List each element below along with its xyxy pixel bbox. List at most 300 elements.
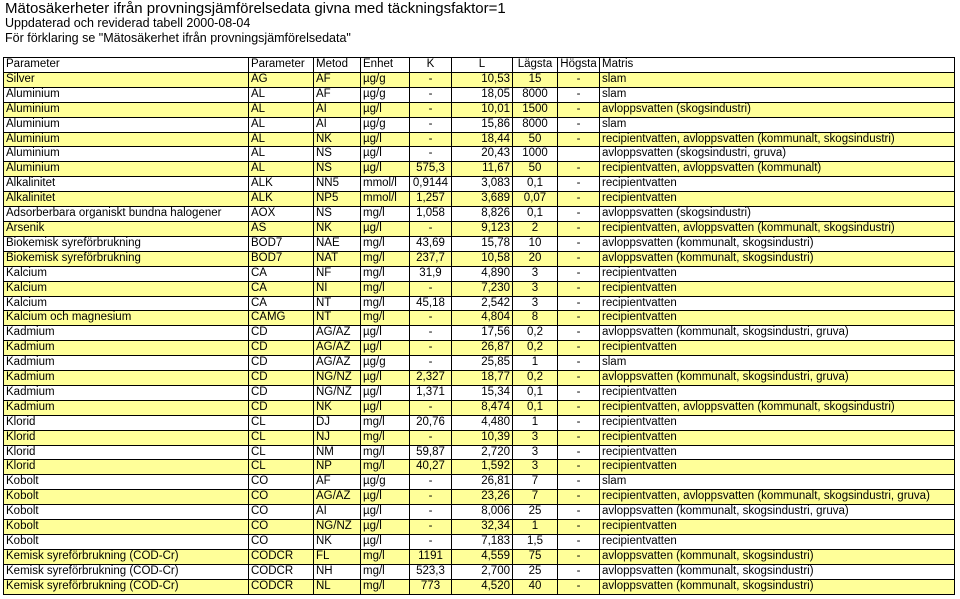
cell-hogsta: - [558,564,600,579]
cell-parameter-code: CD [249,371,314,386]
cell-parameter-code: CL [249,460,314,475]
cell-parameter-name: Aluminium [4,87,249,102]
cell-matris: recipientvatten [600,341,955,356]
cell-k: - [410,490,452,505]
cell-enhet: µg/l [361,505,410,520]
cell-l: 7,183 [452,535,513,550]
cell-matris: slam [600,356,955,371]
cell-hogsta: - [558,192,600,207]
cell-metod: NT [314,296,361,311]
cell-matris: recipientvatten, avloppsvatten (kommunalt, skogsindustri) [600,221,955,236]
cell-hogsta: - [558,117,600,132]
cell-hogsta: - [558,371,600,386]
table-row [4,266,955,281]
cell-k: 237,7 [410,251,452,266]
cell-metod: NF [314,266,361,281]
cell-parameter-name: Kobolt [4,520,249,535]
cell-enhet: µg/l [361,371,410,386]
cell-parameter-code: AL [249,102,314,117]
cell-parameter-name: Kobolt [4,475,249,490]
sheet-title: Mätosäkerheter ifrån provningsjämförelsedata givna med täckningsfaktor=1 [5,0,506,17]
cell-lagsta: 40 [513,579,558,594]
cell-metod: NJ [314,430,361,445]
cell-lagsta: 25 [513,505,558,520]
cell-metod: AG/AZ [314,356,361,371]
cell-enhet: mg/l [361,564,410,579]
cell-metod: AG/AZ [314,326,361,341]
cell-enhet: µg/l [361,341,410,356]
cell-matris: recipientvatten [600,192,955,207]
sheet-note: För förklaring se "Mätosäkerhet ifrån provningsjämförelsedata" [5,31,351,45]
cell-l: 15,78 [452,236,513,251]
cell-matris: recipientvatten, avloppsvatten (kommunalt, skogsindustri) [600,400,955,415]
cell-enhet: µg/l [361,326,410,341]
cell-hogsta: - [558,341,600,356]
cell-enhet: µg/g [361,117,410,132]
table-row [4,117,955,132]
cell-parameter-name: Adsorberbara organiskt bundna halogener [4,207,249,222]
cell-matris: avloppsvatten (kommunalt, skogsindustri, gruva) [600,326,955,341]
table-row [4,460,955,475]
cell-l: 2,720 [452,445,513,460]
cell-l: 10,01 [452,102,513,117]
cell-enhet: mg/l [361,266,410,281]
cell-parameter-name: Biokemisk syreförbrukning [4,236,249,251]
cell-l: 10,58 [452,251,513,266]
cell-enhet: mmol/l [361,177,410,192]
cell-k: - [410,311,452,326]
cell-parameter-code: CA [249,281,314,296]
cell-metod: NG/NZ [314,385,361,400]
cell-parameter-code: CA [249,296,314,311]
cell-k: 59,87 [410,445,452,460]
table-row [4,147,955,162]
cell-l: 18,77 [452,371,513,386]
cell-enhet: µg/g [361,87,410,102]
cell-parameter-name: Alkalinitet [4,177,249,192]
cell-metod: NL [314,579,361,594]
cell-k: - [410,87,452,102]
cell-matris: recipientvatten, avloppsvatten (kommunalt) [600,162,955,177]
cell-k: - [410,132,452,147]
cell-enhet: µg/g [361,356,410,371]
cell-l: 4,890 [452,266,513,281]
table-row [4,251,955,266]
cell-l: 18,44 [452,132,513,147]
cell-lagsta: 0,1 [513,177,558,192]
cell-metod: NS [314,207,361,222]
cell-metod: NP [314,460,361,475]
table-row [4,445,955,460]
cell-lagsta: 3 [513,296,558,311]
cell-parameter-code: CO [249,520,314,535]
cell-lagsta: 3 [513,281,558,296]
cell-enhet: mg/l [361,251,410,266]
cell-lagsta: 0,2 [513,371,558,386]
cell-metod: AG/AZ [314,490,361,505]
cell-matris: recipientvatten [600,430,955,445]
cell-matris: avloppsvatten (kommunalt, skogsindustri, gruva) [600,371,955,386]
cell-l: 8,006 [452,505,513,520]
cell-matris: recipientvatten [600,535,955,550]
cell-lagsta: 1 [513,415,558,430]
cell-parameter-name: Klorid [4,415,249,430]
cell-hogsta: - [558,535,600,550]
sheet-subtitle: Uppdaterad och reviderad tabell 2000-08-04 [5,16,251,30]
cell-parameter-code: CODCR [249,579,314,594]
cell-lagsta: 25 [513,564,558,579]
cell-l: 2,542 [452,296,513,311]
cell-k: 45,18 [410,296,452,311]
cell-hogsta: - [558,356,600,371]
cell-hogsta: - [558,177,600,192]
cell-lagsta: 1500 [513,102,558,117]
cell-k: - [410,221,452,236]
cell-matris: avloppsvatten (kommunalt, skogsindustri, gruva) [600,505,955,520]
cell-hogsta: - [558,430,600,445]
cell-metod: NI [314,281,361,296]
cell-parameter-code: ALK [249,177,314,192]
cell-l: 11,67 [452,162,513,177]
cell-k: 40,27 [410,460,452,475]
cell-lagsta: 3 [513,430,558,445]
cell-l: 10,53 [452,72,513,87]
cell-metod: AI [314,102,361,117]
table-row [4,177,955,192]
cell-metod: NAE [314,236,361,251]
cell-parameter-code: BOD7 [249,251,314,266]
table-row [4,296,955,311]
cell-enhet: µg/l [361,221,410,236]
cell-parameter-code: AL [249,162,314,177]
col-header-l: L [452,58,513,73]
cell-k: - [410,520,452,535]
table-row [4,326,955,341]
table-row [4,236,955,251]
cell-parameter-name: Alkalinitet [4,192,249,207]
cell-enhet: µg/l [361,490,410,505]
cell-parameter-code: AS [249,221,314,236]
cell-k: - [410,117,452,132]
cell-parameter-name: Arsenik [4,221,249,236]
cell-l: 7,230 [452,281,513,296]
cell-enhet: µg/l [361,162,410,177]
cell-enhet: mg/l [361,579,410,594]
cell-parameter-name: Kalcium [4,296,249,311]
cell-lagsta: 50 [513,132,558,147]
cell-metod: NK [314,535,361,550]
table-header-row [4,58,955,73]
cell-l: 32,34 [452,520,513,535]
cell-matris: recipientvatten, avloppsvatten (kommunalt, skogsindustri, gruva) [600,490,955,505]
cell-parameter-code: CA [249,266,314,281]
cell-lagsta: 0,2 [513,326,558,341]
cell-metod: AI [314,505,361,520]
uncertainty-table [3,57,955,595]
cell-matris: recipientvatten [600,177,955,192]
cell-hogsta: - [558,475,600,490]
cell-enhet: mg/l [361,430,410,445]
cell-parameter-code: CD [249,400,314,415]
table-row [4,475,955,490]
cell-metod: NS [314,147,361,162]
cell-parameter-name: Aluminium [4,117,249,132]
cell-enhet: µg/l [361,385,410,400]
cell-k: 0,9144 [410,177,452,192]
cell-l: 15,86 [452,117,513,132]
cell-matris: recipientvatten, avloppsvatten (kommunalt, skogsindustri) [600,132,955,147]
cell-k: - [410,505,452,520]
table-row [4,505,955,520]
cell-hogsta: - [558,400,600,415]
cell-matris: avloppsvatten (kommunalt, skogsindustri) [600,564,955,579]
cell-parameter-name: Kobolt [4,535,249,550]
cell-hogsta: - [558,266,600,281]
cell-l: 20,43 [452,147,513,162]
table-row [4,192,955,207]
table-row [4,207,955,222]
cell-k: - [410,430,452,445]
cell-parameter-name: Kalcium och magnesium [4,311,249,326]
cell-lagsta: 3 [513,460,558,475]
cell-metod: NK [314,221,361,236]
cell-hogsta: - [558,311,600,326]
cell-metod: NK [314,132,361,147]
cell-matris: recipientvatten [600,266,955,281]
cell-parameter-code: AL [249,132,314,147]
cell-parameter-code: ALK [249,192,314,207]
cell-k: 2,327 [410,371,452,386]
cell-metod: DJ [314,415,361,430]
col-header-matris: Matris [600,58,955,73]
cell-matris: avloppsvatten (kommunalt, skogsindustri) [600,236,955,251]
cell-metod: NAT [314,251,361,266]
cell-parameter-name: Kadmium [4,356,249,371]
cell-matris: avloppsvatten (kommunalt, skogsindustri) [600,251,955,266]
table-row [4,132,955,147]
cell-parameter-name: Aluminium [4,132,249,147]
cell-enhet: mmol/l [361,192,410,207]
cell-lagsta: 10 [513,236,558,251]
cell-metod: AF [314,475,361,490]
cell-lagsta: 0,2 [513,341,558,356]
table-row [4,535,955,550]
cell-metod: AF [314,72,361,87]
cell-l: 4,559 [452,549,513,564]
cell-lagsta: 15 [513,72,558,87]
cell-matris: recipientvatten [600,460,955,475]
table-row [4,341,955,356]
cell-hogsta: - [558,281,600,296]
cell-parameter-code: CL [249,430,314,445]
cell-l: 26,87 [452,341,513,356]
cell-matris: recipientvatten [600,281,955,296]
cell-lagsta: 1 [513,520,558,535]
cell-parameter-name: Kemisk syreförbrukning (COD-Cr) [4,549,249,564]
col-header-k: K [410,58,452,73]
cell-hogsta: - [558,505,600,520]
cell-parameter-code: CL [249,415,314,430]
cell-enhet: mg/l [361,445,410,460]
cell-l: 8,826 [452,207,513,222]
cell-parameter-name: Kemisk syreförbrukning (COD-Cr) [4,564,249,579]
cell-l: 3,689 [452,192,513,207]
cell-matris: recipientvatten [600,296,955,311]
cell-hogsta: - [558,296,600,311]
cell-l: 4,804 [452,311,513,326]
cell-metod: NK [314,400,361,415]
cell-matris: recipientvatten [600,445,955,460]
cell-parameter-name: Biokemisk syreförbrukning [4,251,249,266]
cell-parameter-code: CODCR [249,549,314,564]
cell-parameter-name: Kemisk syreförbrukning (COD-Cr) [4,579,249,594]
col-header-enhet: Enhet [361,58,410,73]
table-row [4,400,955,415]
table-row [4,549,955,564]
cell-hogsta: - [558,549,600,564]
cell-enhet: µg/l [361,535,410,550]
cell-k: 1191 [410,549,452,564]
cell-k: - [410,72,452,87]
cell-hogsta: - [558,132,600,147]
cell-hogsta: - [558,490,600,505]
cell-matris: avloppsvatten (skogsindustri) [600,102,955,117]
cell-hogsta: - [558,520,600,535]
cell-k: 773 [410,579,452,594]
cell-matris: avloppsvatten (skogsindustri) [600,207,955,222]
cell-k: 1,371 [410,385,452,400]
table-row [4,564,955,579]
cell-parameter-name: Klorid [4,445,249,460]
col-header-hogsta: Högsta [558,58,600,73]
cell-metod: NT [314,311,361,326]
cell-matris: recipientvatten [600,415,955,430]
cell-enhet: mg/l [361,549,410,564]
cell-parameter-name: Klorid [4,430,249,445]
cell-parameter-name: Silver [4,72,249,87]
cell-enhet: µg/l [361,520,410,535]
cell-k: - [410,341,452,356]
cell-lagsta: 7 [513,490,558,505]
col-header-lagsta: Lägsta [513,58,558,73]
cell-lagsta: 8 [513,311,558,326]
table-row [4,490,955,505]
cell-lagsta: 3 [513,445,558,460]
table-row [4,281,955,296]
cell-parameter-code: CO [249,475,314,490]
cell-l: 10,39 [452,430,513,445]
cell-matris: avloppsvatten (skogsindustri, gruva) [600,147,955,162]
cell-lagsta: 7 [513,475,558,490]
cell-matris: slam [600,117,955,132]
cell-parameter-code: CD [249,356,314,371]
cell-parameter-code: AL [249,117,314,132]
cell-k: - [410,102,452,117]
cell-k: 1,257 [410,192,452,207]
cell-l: 23,26 [452,490,513,505]
cell-l: 17,56 [452,326,513,341]
cell-enhet: mg/l [361,207,410,222]
cell-enhet: mg/l [361,415,410,430]
cell-k: - [410,475,452,490]
cell-hogsta: - [558,221,600,236]
cell-parameter-code: CO [249,490,314,505]
cell-parameter-name: Kadmium [4,400,249,415]
cell-metod: NS [314,162,361,177]
cell-parameter-name: Kadmium [4,371,249,386]
cell-matris: avloppsvatten (kommunalt, skogsindustri) [600,549,955,564]
cell-k: - [410,326,452,341]
cell-parameter-name: Aluminium [4,162,249,177]
cell-parameter-name: Klorid [4,460,249,475]
cell-enhet: µg/g [361,475,410,490]
cell-metod: NM [314,445,361,460]
cell-metod: NN5 [314,177,361,192]
cell-lagsta: 1 [513,356,558,371]
cell-l: 3,083 [452,177,513,192]
cell-lagsta: 0,07 [513,192,558,207]
cell-parameter-name: Aluminium [4,147,249,162]
cell-enhet: mg/l [361,296,410,311]
cell-k: - [410,535,452,550]
cell-parameter-code: CL [249,445,314,460]
cell-hogsta: - [558,251,600,266]
cell-enhet: mg/l [361,281,410,296]
cell-k: 20,76 [410,415,452,430]
cell-lagsta: 8000 [513,87,558,102]
cell-enhet: µg/l [361,147,410,162]
cell-metod: AF [314,87,361,102]
cell-parameter-code: AL [249,87,314,102]
cell-enhet: µg/l [361,102,410,117]
cell-parameter-code: AOX [249,207,314,222]
cell-parameter-code: BOD7 [249,236,314,251]
col-header-parameter-code: Parameter [249,58,314,73]
col-header-parameter-name: Parameter [4,58,249,73]
table-row [4,72,955,87]
cell-hogsta: - [558,236,600,251]
cell-l: 1,592 [452,460,513,475]
cell-l: 18,05 [452,87,513,102]
cell-l: 9,123 [452,221,513,236]
table-row [4,311,955,326]
cell-k: 523,3 [410,564,452,579]
cell-hogsta: - [558,162,600,177]
table-row [4,356,955,371]
table-row [4,430,955,445]
cell-enhet: µg/g [361,72,410,87]
cell-parameter-name: Kalcium [4,281,249,296]
cell-hogsta: - [558,579,600,594]
cell-lagsta: 1,5 [513,535,558,550]
cell-matris: slam [600,475,955,490]
table-row [4,162,955,177]
cell-matris: slam [600,87,955,102]
cell-parameter-name: Aluminium [4,102,249,117]
table-row [4,385,955,400]
cell-k: - [410,400,452,415]
cell-parameter-name: Kadmium [4,341,249,356]
cell-matris: slam [600,72,955,87]
cell-lagsta: 75 [513,549,558,564]
cell-parameter-name: Kadmium [4,385,249,400]
cell-metod: NP5 [314,192,361,207]
cell-lagsta: 50 [513,162,558,177]
cell-k: - [410,356,452,371]
cell-k: 1,058 [410,207,452,222]
cell-lagsta: 8000 [513,117,558,132]
cell-parameter-code: CO [249,535,314,550]
